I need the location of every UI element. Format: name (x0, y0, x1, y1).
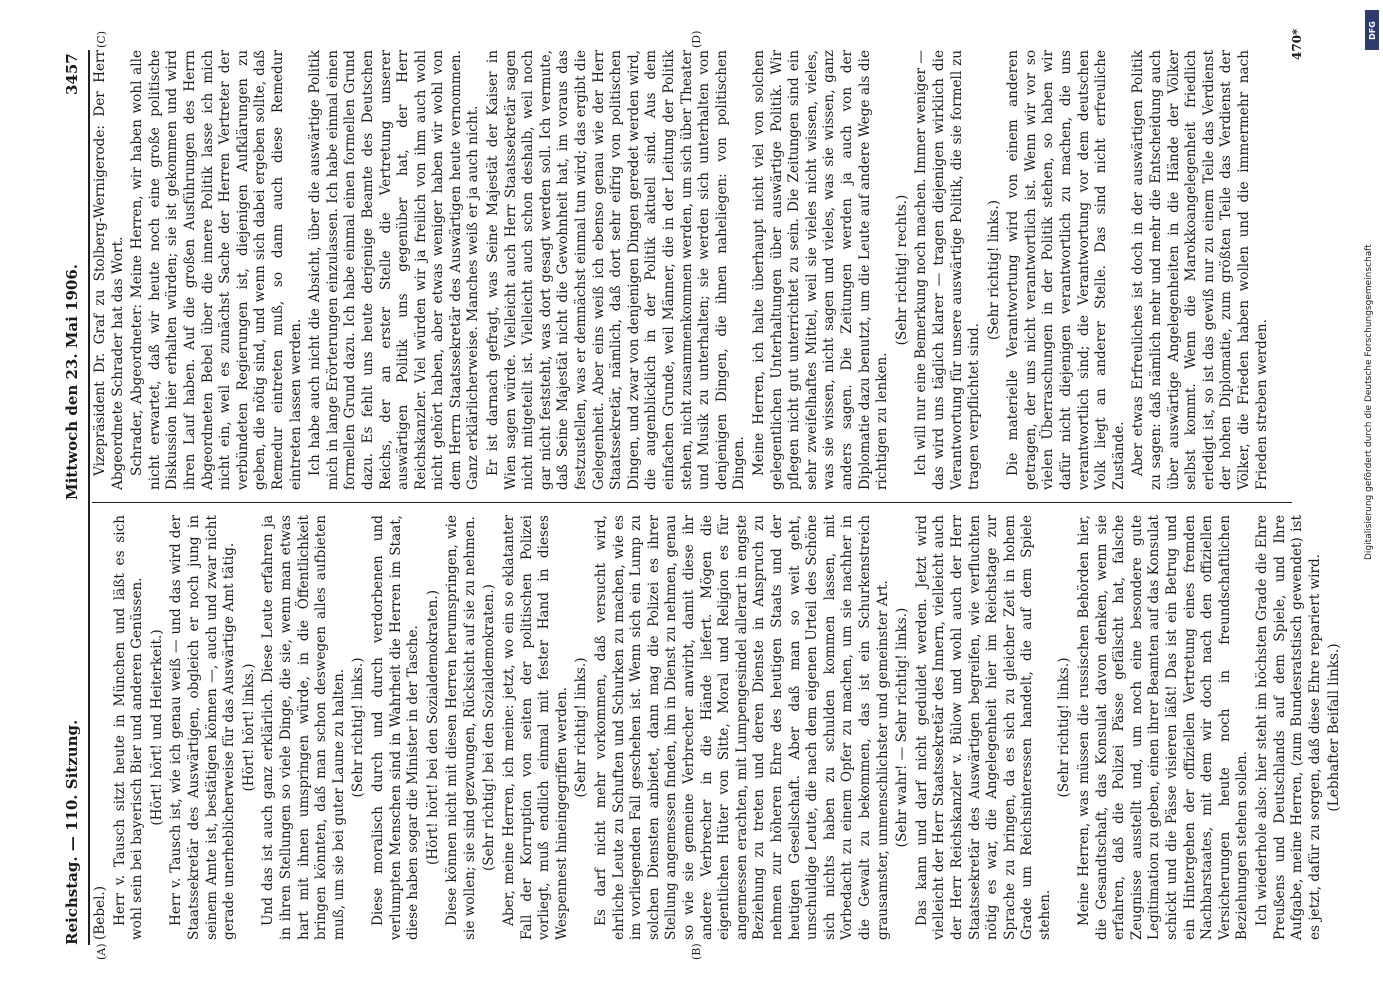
interjection: (Hört! hört! bei den Sozialdemokraten.) (424, 590, 441, 866)
interjection: (Sehr richtig! links.) (985, 199, 1002, 341)
sheet-signature: 470* (1290, 28, 1304, 60)
right-text-column (92, 50, 1273, 490)
page-number: 3457 (63, 53, 81, 95)
running-head-date: Mittwoch den 23. Mai 1906. (63, 263, 81, 500)
paragraph: Meine Herren, ich halte überhaupt nicht viel von solchen gelegentlichen Unterhaltungen über auswärtige Politik. Wir pflegen nicht gut unterrichtet zu sein. Die Zeitungen sind ein sehr zweifelhaftes Mittel, weil sie vieles nicht wissen, vieles, was sie wissen, nicht sagen und vieles, was sie wissen, ganz anders sagen. Die Zeitungen werden ja auch von der Diplomatie dazu benutzt, um die Leute auf andere Wege als die richtigen zu lenken. (750, 50, 891, 490)
funding-notice: Digitalisierung gefördert durch die Deutsche Forschungsgemeinschaft (1364, 244, 1374, 560)
paragraph: Aber etwas Erfreuliches ist doch in der auswärtigen Politik zu sagen: daß nämlich mehr und mehr die Entscheidung auch über auswärtige Angelegenheiten in die Hände der Völker selbst kommt. Wenn die Marokkoangelegenheit friedlich erledigt ist, so ist das gewiß nur zu einem Teile das Verdienst der hohen Diplomatie, zum größten Teile das Verdienst der Völker, die Frieden haben wollen und die immermehr nach Frieden streben werden. (1130, 50, 1270, 490)
left-text-column (92, 515, 1346, 940)
interjection: (Sehr richtig! links.) (1056, 657, 1073, 798)
column-divider (92, 502, 1292, 503)
paragraph: Er ist darnach gefragt, was Seine Majestät der Kaiser in Wien sagen würde. Vielleicht auch Herr Staatssekretär sagen nicht mitgeteilt ist. Vielleicht auch schon deshalb, weil noch gar nicht feststeht, was dort gesagt werden soll. Ich vermute, daß Seine Majestät nicht die Gewohnheit hat, im voraus das festzustellen, was er demnächst einmal tun wird; das ergibt die Gelegenheit. Aber eins weiß ich ebenso genau wie der Herr Staatssekretär, nämlich, daß dort sehr eifrig von politischen Dingen, und zwar von denjenigen Dingen geredet werden wird, die augenblicklich in der Politik aktuell sind. Aus dem einfachen Grunde, weil Männer, die in der Leitung der Politik stehen, nicht zusammenkommen werden, um sich über Theater und Musik zu unterhalten; sie werden sich unterhalten von denjenigen Dingen, die ihnen naheliegen: von politischen Dingen. (485, 50, 748, 490)
interjection: (Sehr richtig! links.) (573, 657, 590, 798)
running-head-left: Reichstag. — 110. Sitzung. (63, 719, 81, 945)
paragraph: Es darf nicht mehr vorkommen, daß versucht wird, ehrliche Leute zu Schuften und Schurken zu machen, wie es im vorliegenden Fall geschehen ist. Wenn sich ein Lump zu solchen Diensten anbietet, dann mag die Polizei es ihrer Stellung angemessen finden, ihn in Dienst zu nehmen, genau so wie sie gemeine Verbrecher anwirbt, damit diese ihr andere Verbrecher in die Hände liefert. Mögen die eigentlichen Hüter von Sitte, Moral und Religion es für angemessen erachten, mit Lumpengesindel allerart in engste Beziehung zu treten und deren Dienste in Anspruch zu nehmen zur höheren Ehre des heutigen Staats und der heutigen Gesellschaft. Aber daß man so weit geht, unschuldige Leute, die nach dem eigenen Urteil des Schöne sich nichts haben zu schulden kommen lassen, mit Vorbedacht zu einem Opfer zu machen, um sie nachher in die Gewalt zu bekommen, das ist ein Schurkenstreich grausamster, unmenschlichster und gemeinster Art. (593, 515, 891, 940)
interjection: (Hört! hört! und Heiterkeit.) (148, 629, 165, 826)
paragraph: Ich wiederhole also: hier steht im höchsten Grade die Ehre Preußens und Deutschlands auf dem Spiele, und Ihre Aufgabe, meine Herren, (zum Bundesratstisch gewendet) ist es jetzt, dafür zu sorgen, daß diese Ehre repariert wird. (1254, 515, 1323, 940)
header-rule (88, 50, 90, 945)
paragraph: Ich habe auch nicht die Absicht, über die auswärtige Politik mich in lange Erörterungen einzulassen. Ich habe einmal einen formellen Grund dazu. Ich habe einmal einen formellen Grund dazu. Es fehlt uns heute derjenige Beamte des Deutschen Reichs, der an erster Stelle die Vertretung unserer auswärtigen Politik uns gegenüber hat, der Herr Reichskanzler. Viel würden wir ja freilich von ihm auch wohl nicht gehört haben, aber etwas weniger haben wir wohl von dem Herrn Staatssekretär des Auswärtigen heute vernommen. Ganz erklärlicherweise. Manches weiß er ja auch nicht. (307, 50, 482, 490)
paragraph: Diese moralisch durch und durch verdorbenen und verlumpten Menschen sind in Wahrheit die Herren im Staat, diese haben sogar die Minister in der Tasche. (369, 515, 422, 940)
margin-mark-a: (A) (95, 943, 108, 960)
interjection: (Lebhafter Beifall links.) (1326, 643, 1343, 812)
interjection: (Sehr wahr! — Sehr richtig! links.) (894, 607, 911, 848)
interjection: (Hört! hört! links.) (240, 663, 257, 792)
dfg-logo: DFG (1365, 10, 1379, 50)
paragraph: Die materielle Verantwortung wird von einem anderen getragen, der uns nicht verantwortlich ist. Wenn wir vor so vielen Überraschungen in der Politik stehen, so haben wir dafür nicht diejenigen verantwortlich zu machen, die uns verantwortlich sind; die Verantwortung vor dem deutschen Volk liegt an anderer Stelle. Das sind nicht erfreuliche Zustände. (1005, 50, 1127, 490)
paragraph: Ich will nur eine Bemerkung noch machen. Immer weniger — das wird uns täglich klarer — tragen diejenigen wirklich die Verantwortung für unsere auswärtige Politik, die sie formell zu tragen verpflichtet sind. (913, 50, 983, 490)
paragraph: Herr v. Tausch sitzt heute in München und läßt es sich wohl sein bei bayerisch Bier und anderen Genüssen. (111, 515, 146, 940)
interjection: (Sehr richtig! rechts.) (893, 194, 910, 346)
paragraph: Schrader, Abgeordneter: Meine Herren, wir haben wohl alle nicht erwartet, daß wir heute noch eine große politische Diskussion hier erhalten würden; sie ist gekommen und wird ihren Lauf haben. Auf die großen Ausführungen des Herrn Abgeordneten Bebel über die innere Politik lasse ich mich nicht ein, weil es zunächst Sache der Herren Vertreter der verbündeten Regierungen ist, diejenigen Aufklärungen zu geben, die nötig sind, und wenn sich dabei ergeben sollte, daß Remedur eintreten muß, so dann auch diese Remedur eintreten lassen werden. (129, 50, 304, 490)
margin-mark-b: (B) (690, 943, 703, 960)
paragraph: Diese können nicht mit diesen Herren herumspringen, wie sie wollen; sie sind gezwungen, Rücksicht auf sie zu nehmen. (444, 515, 478, 940)
paragraph: Das kann und darf nicht geduldet werden. Jetzt wird vielleicht der Herr Staatssekretär des Innern, vielleicht auch der Herr Reichskanzler v. Bülow und wohl auch der Herr Staatssekretär des Auswärtigen begreifen, wie verfluchten nötig es war, die Angelegenheit hier im Reichstage zur Sprache zu bringen, da es sich zu gleicher Zeit in hohem Grade um Reichsinteressen handelt, die auf dem Spiele stehen. (913, 515, 1053, 940)
paragraph: Herr v. Tausch ist, wie ich genau weiß — und das wird der Staatssekretär des Auswärtigen, obgleich er noch jung in seinem Amte ist, bestätigen können —, auch und zwar nicht gerade unerheblicherweise für das Auswärtige Amt tätig. (168, 515, 238, 940)
paragraph: Aber, meine Herren, ich meine: jetzt, wo ein so eklatanter Fall der Korruption von seiten der politischen Polizei vorliegt, muß endlich einmal mit fester Hand in dieses Wespennest hineingegriffen werden. (501, 515, 570, 940)
paragraph: (Bebel.) (92, 885, 108, 940)
interjection: (Sehr richtig! links.) (350, 657, 367, 798)
margin-mark-d: (D) (690, 30, 703, 48)
paragraph: Vizepräsident Dr. Graf zu Stolberg-Wernigerode: Der Herr Abgeordnete Schrader hat das Wort. (92, 50, 126, 490)
paragraph: Meine Herren, was müssen die russischen Behörden hier, die Gesandtschaft, das Konsulat davon denken, wenn sie erfahren, daß die Polizei Pässe gefälscht hat, falsche Zeugnisse ausstellt und, um noch eine besondere gute Legitimation zu geben, einen ihrer Beamten auf das Konsulat schickt und die Pässe visieren läßt! Das ist ein Betrug und ein Hintergehen der offiziellen Vertretung eines fremden Nachbarstaates, mit dem wir doch nach den offiziellen Versicherungen heute noch in freundschaftlichen Beziehungen stehen sollen. (1076, 515, 1251, 940)
paragraph: Und das ist auch ganz erklärlich. Diese Leute erfahren ja in ihren Stellungen so viele Dinge, die sie, wenn man etwas hart mit ihnen umspringen würde, in die Öffentlichkeit bringen könnten, daß man schon deswegen alles aufbieten muß, um sie bei guter Laune zu halten. (260, 515, 347, 940)
interjection: (Sehr richtig! bei den Sozialdemokraten.) (481, 584, 498, 871)
margin-mark-c: (C) (95, 31, 108, 48)
